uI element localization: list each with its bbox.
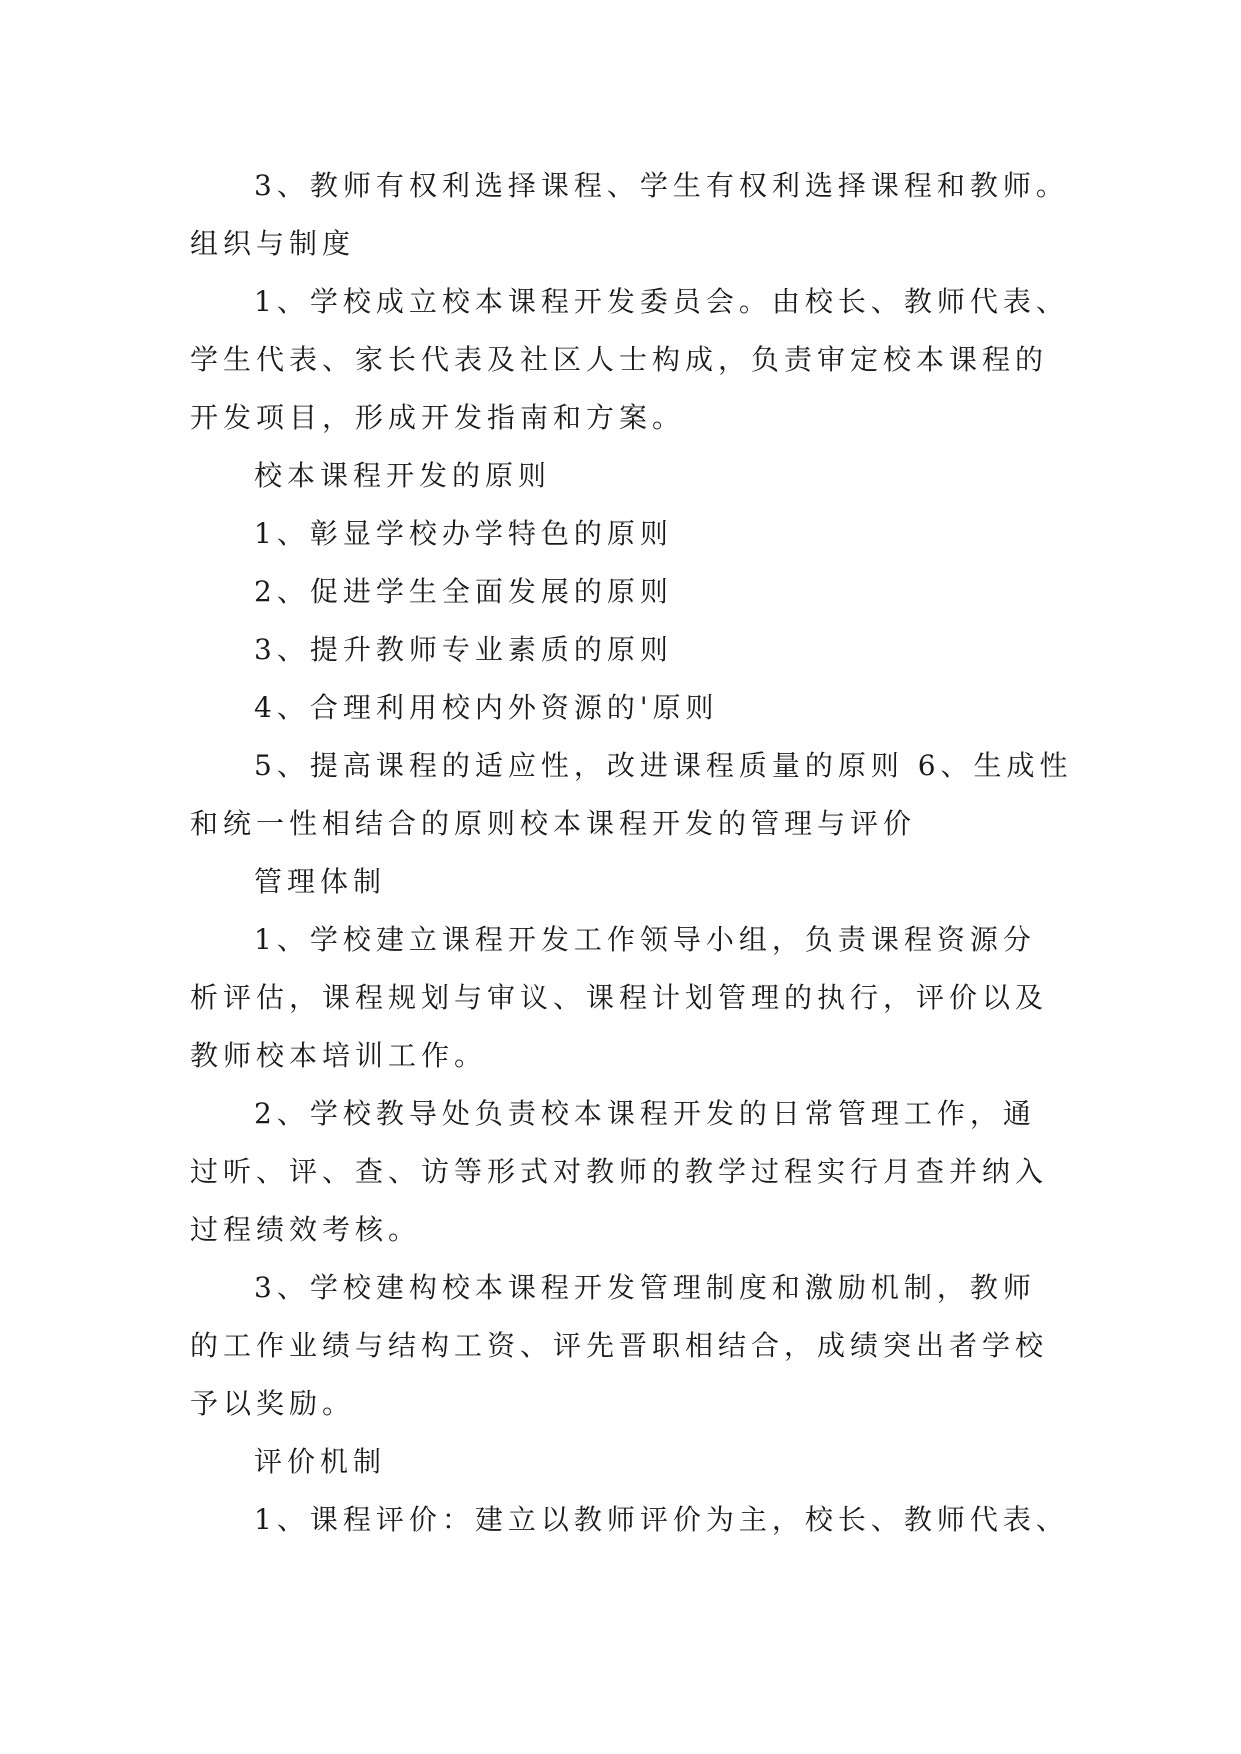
list-item: 2、促进学生全面发展的原则	[254, 575, 673, 608]
paragraph-line: 学生代表、家长代表及社区人士构成，负责审定校本课程的	[190, 343, 1049, 376]
paragraph-line: 的工作业绩与结构工资、评先晋职相结合，成绩突出者学校	[190, 1329, 1049, 1362]
list-item: 5、提高课程的适应性，改进课程质量的原则 6、生成性	[254, 749, 1073, 782]
section-heading: 评价机制	[254, 1445, 387, 1478]
list-item: 3、提升教师专业素质的原则	[254, 633, 673, 666]
paragraph-line: 予以奖励。	[190, 1387, 356, 1420]
paragraph-line: 开发项目，形成开发指南和方案。	[190, 401, 686, 434]
section-heading: 组织与制度	[190, 227, 356, 260]
paragraph-line: 3、教师有权利选择课程、学生有权利选择课程和教师。	[254, 169, 1069, 202]
section-heading: 管理体制	[254, 865, 387, 898]
paragraph-line: 过程绩效考核。	[190, 1213, 422, 1246]
list-item: 4、合理利用校内外资源的'原则	[254, 691, 719, 724]
list-item: 1、彰显学校办学特色的原则	[254, 517, 673, 550]
paragraph-line: 1、课程评价：建立以教师评价为主，校长、教师代表、	[254, 1503, 1069, 1536]
paragraph-line: 2、学校教导处负责校本课程开发的日常管理工作，通	[254, 1097, 1036, 1130]
paragraph-line: 过听、评、查、访等形式对教师的教学过程实行月查并纳入	[190, 1155, 1049, 1188]
section-heading: 校本课程开发的原则	[254, 459, 552, 492]
paragraph-line: 和统一性相结合的原则校本课程开发的管理与评价	[190, 807, 917, 840]
paragraph-line: 析评估，课程规划与审议、课程计划管理的执行，评价以及	[190, 981, 1049, 1014]
paragraph-line: 3、学校建构校本课程开发管理制度和激励机制，教师	[254, 1271, 1036, 1304]
paragraph-line: 1、学校建立课程开发工作领导小组，负责课程资源分	[254, 923, 1036, 956]
document-body	[190, 157, 1073, 1549]
paragraph-line: 教师校本培训工作。	[190, 1039, 488, 1072]
paragraph-line: 1、学校成立校本课程开发委员会。由校长、教师代表、	[254, 285, 1069, 318]
